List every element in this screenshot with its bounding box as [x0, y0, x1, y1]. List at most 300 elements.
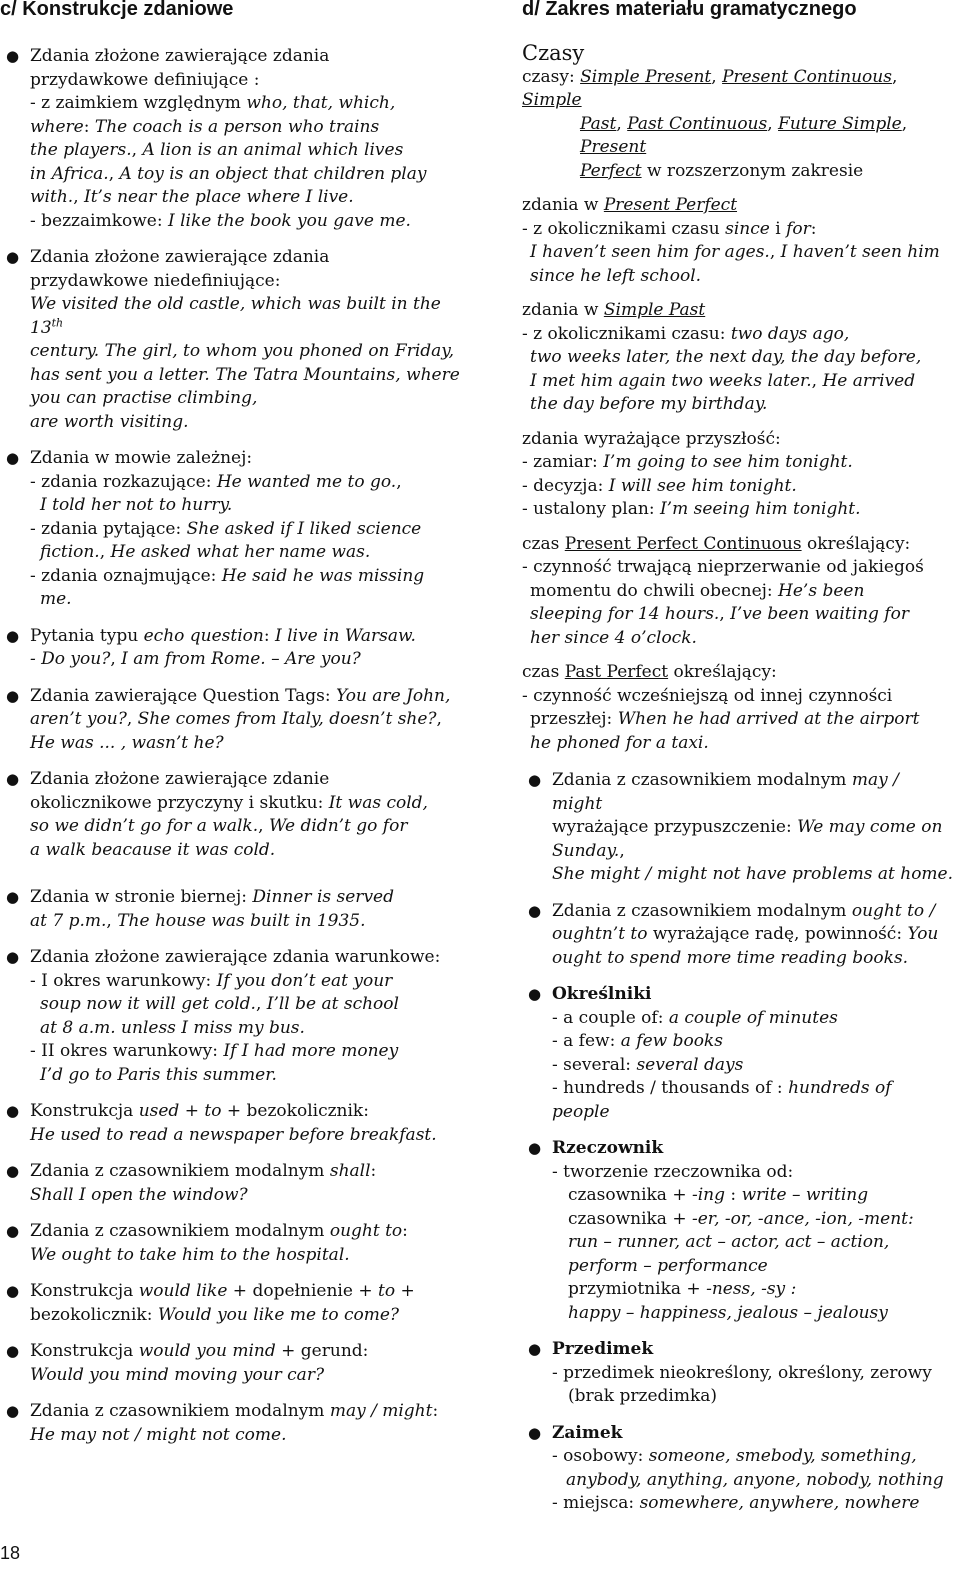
text-run: a couple of minutes [668, 1007, 838, 1028]
text-run: : [402, 1221, 408, 1241]
text-run: in Africa. [30, 163, 109, 184]
list-item [6, 768, 460, 862]
list-item [6, 1220, 460, 1267]
text-run: Konstrukcja [30, 1101, 139, 1121]
text-line [30, 518, 460, 542]
text-run: wyrażające przypuszczenie: [552, 817, 798, 837]
text-line [30, 648, 460, 672]
text-run: , [131, 140, 143, 160]
text-line: We visited the old castle, which was built in the 13th [30, 294, 441, 338]
text-line [552, 1278, 954, 1302]
text-run: - hundreds / thousands of : [552, 1078, 789, 1098]
text-run: You are John, [335, 685, 451, 706]
text-run: Future Simple [778, 113, 902, 134]
text-run: , [616, 113, 628, 134]
text-line: century. The girl, to whom you phoned on Friday, [30, 341, 455, 361]
list-item [528, 983, 954, 1124]
text-run: Sunday. [552, 840, 620, 861]
text-run: who, that, which, [246, 93, 396, 113]
text-line: Rzeczownik [552, 1138, 664, 1158]
bullet: ● [528, 771, 542, 789]
text-run: I met him again two weeks later. [530, 370, 812, 391]
text-run: - a couple of: [552, 1007, 669, 1028]
text-line [30, 1400, 460, 1424]
text-run: If I had more money [223, 1041, 399, 1061]
text-run: czasownika + [568, 1208, 692, 1229]
text-run: czasy: [522, 66, 581, 87]
simple-past-block [522, 299, 954, 417]
list-item [6, 1160, 460, 1207]
text-run: may / might [329, 1401, 433, 1421]
text-line: He used to read a newspaper before breakfast. [30, 1124, 437, 1145]
text-line: przydawkowe definiujące : [30, 69, 260, 90]
text-line: perform – performance [568, 1255, 768, 1276]
text-run: Perfect [580, 160, 642, 181]
text-run: , [619, 840, 625, 861]
text-line [30, 116, 460, 140]
text-line [30, 970, 460, 994]
text-line: are worth visiting. [30, 411, 189, 432]
text-run: , [811, 370, 823, 391]
text-run: czas [522, 533, 565, 554]
text-run: We visited the old castle, which was built in the 13 [30, 294, 441, 338]
list-item [528, 769, 954, 887]
text-run: - z okolicznikami czasu [522, 218, 726, 239]
text-run: -ing [692, 1185, 726, 1205]
text-run: , [719, 604, 731, 624]
text-line: I’d go to Paris this summer. [40, 1064, 277, 1085]
text-run: since [725, 218, 770, 239]
text-run: czas [522, 662, 565, 682]
text-run: okolicznikowe przyczyny i skutku: [30, 792, 329, 813]
text-run: You [907, 924, 939, 944]
text-run: : [263, 625, 275, 646]
text-line [30, 1220, 460, 1244]
text-line [552, 1208, 954, 1232]
text-line [522, 370, 954, 394]
text-run: Zdania zawierające Question Tags: [30, 685, 336, 706]
list-item [6, 685, 460, 756]
text-line: He was ... , wasn’t he? [30, 732, 224, 753]
text-line [552, 923, 954, 947]
bullet: ● [6, 1402, 20, 1420]
text-line [522, 451, 954, 475]
text-run: two days ago, [730, 323, 850, 344]
section-heading-left: c/ Konstrukcje zdaniowe [0, 0, 234, 20]
list-item [528, 1338, 954, 1409]
text-run: momentu do chwili obecnej: [530, 580, 779, 601]
text-line: a walk beacause it was cold. [30, 839, 276, 860]
text-line: - czynność wcześniejszą od innej czynności [522, 685, 893, 706]
text-line [552, 1007, 954, 1031]
text-line [522, 241, 954, 265]
bullet: ● [528, 985, 542, 1003]
text-run: to [204, 1101, 222, 1121]
text-line: has sent you a letter. The Tatra Mountains, where [30, 364, 460, 385]
text-run: , [901, 113, 908, 134]
text-line [522, 661, 954, 685]
text-run: to [377, 1281, 396, 1301]
bullet: ● [6, 770, 20, 788]
text-run: may / might [552, 770, 899, 814]
text-line [552, 900, 954, 924]
text-run: The coach is a person who trains [94, 116, 380, 137]
text-run: , [108, 163, 120, 184]
text-line [522, 323, 954, 347]
text-line [30, 1040, 460, 1064]
bullet: ● [6, 248, 20, 266]
text-run: , [891, 66, 898, 87]
text-run: a few books [620, 1031, 723, 1051]
text-run: , [99, 542, 111, 562]
text-line: Zaimek [552, 1422, 623, 1443]
text-run: Present Perfect [603, 195, 738, 215]
text-run: I will see him tonight. [608, 475, 797, 496]
text-run: hundreds of people [552, 1078, 892, 1122]
text-run: Past [580, 113, 617, 134]
list-item [528, 900, 954, 971]
text-line [30, 685, 460, 709]
list-item [6, 1340, 460, 1387]
text-run: - a few: [552, 1031, 621, 1051]
text-run: wyrażające radę, powinność: [647, 924, 908, 944]
text-run: określający: [668, 662, 777, 682]
text-run: oughtn’t to [552, 924, 648, 944]
text-run: shall [329, 1161, 371, 1181]
text-run: -ness, -sy : [706, 1279, 797, 1299]
text-line [30, 186, 460, 210]
bullet: ● [6, 1222, 20, 1240]
text-run: - several: [552, 1054, 637, 1075]
text-line [552, 816, 954, 840]
bullet: ● [6, 1102, 20, 1120]
bullet: ● [6, 686, 20, 705]
text-line [30, 92, 460, 116]
list-item [6, 45, 460, 233]
text-line [552, 1184, 954, 1208]
text-line [522, 66, 954, 113]
text-line: Zdania złożone zawierające zdania [30, 247, 330, 267]
text-run: I haven’t seen him for ages. [530, 242, 770, 262]
text-line [30, 1280, 460, 1304]
text-run: - osobowy: [552, 1446, 649, 1466]
text-run: : [432, 1401, 439, 1421]
text-run: Konstrukcja [30, 1341, 139, 1361]
text-run: : [810, 218, 817, 239]
text-line [552, 1492, 954, 1516]
text-run: : [725, 1185, 742, 1205]
list-item [6, 246, 460, 434]
text-line: Zdania złożone zawierające zdanie [30, 769, 330, 789]
tenses-block [522, 66, 954, 184]
list-item [528, 1422, 954, 1516]
text-line [552, 1077, 954, 1124]
text-line: She might / might not have problems at home. [552, 864, 954, 884]
text-line: przydawkowe niedefiniujące: [30, 270, 281, 291]
text-run: - bezzaimkowe: [30, 210, 168, 231]
text-run: , [711, 66, 723, 87]
bullet: ● [6, 888, 20, 906]
text-run: - zdania oznajmujące: [30, 565, 222, 586]
text-run: przymiotnika + [568, 1279, 707, 1299]
text-line [552, 840, 954, 864]
text-run: We didn’t go for [268, 816, 408, 836]
text-run: Zdania z czasownikiem modalnym [30, 1221, 330, 1241]
text-line [552, 769, 954, 816]
bullet: ● [6, 1282, 20, 1300]
text-line: anybody, anything, anyone, nobody, nothing [566, 1469, 944, 1490]
text-run: - I okres warunkowy: [30, 970, 217, 991]
text-run: I’m going to see him tonight. [603, 452, 853, 472]
text-run: bezokolicznik: [30, 1304, 158, 1325]
text-run: , [106, 910, 118, 931]
text-run: , [396, 471, 402, 492]
text-run: someone, smebody, something, [648, 1446, 917, 1466]
text-run: : [83, 116, 95, 137]
text-line: me. [40, 589, 72, 609]
text-run: , [769, 242, 781, 262]
text-run: - decyzja: [522, 475, 609, 496]
text-run: + bezokolicznik: [221, 1101, 369, 1121]
text-run: When he had arrived at the airport [617, 709, 920, 729]
text-run: ought to / [851, 900, 936, 921]
text-line: - przedimek nieokreślony, określony, zerowy [552, 1362, 932, 1383]
bullet: ● [6, 1342, 20, 1360]
text-run: Past Continuous [627, 113, 768, 134]
text-run: Pytania typu [30, 625, 144, 646]
list-item [6, 886, 460, 933]
text-run: I haven’t seen him [780, 242, 940, 262]
text-line [30, 910, 460, 934]
text-run: - ustalony plan: [522, 499, 660, 519]
text-run: , [767, 113, 779, 134]
text-line: Shall I open the window? [30, 1184, 248, 1205]
text-line: happy – happiness, jealous – jealousy [568, 1302, 888, 1323]
text-run: He wanted me to go. [216, 471, 397, 492]
text-line: Zdania w mowie zależnej: [30, 448, 253, 468]
list-item [6, 625, 460, 672]
list-item [6, 946, 460, 1087]
text-line: he phoned for a taxi. [530, 732, 709, 753]
text-run: i [769, 218, 787, 239]
bullet: ● [528, 901, 542, 920]
text-run: aren’t you? [30, 709, 127, 729]
text-run: Zdania z czasownikiem modalnym [552, 900, 852, 921]
text-run: write – writing [741, 1185, 869, 1205]
text-line: run – runner, act – actor, act – action, [568, 1232, 890, 1252]
text-run: at 7 p.m. [30, 910, 107, 931]
text-run: czasownika + [568, 1185, 692, 1205]
text-run: She asked if I liked science [186, 518, 422, 539]
text-run: It was cold, [328, 792, 428, 813]
text-run: Present Continuous [722, 66, 892, 87]
text-run: Simple Present [580, 66, 712, 87]
text-run: Simple Past [603, 300, 706, 320]
text-run: I like the book you gave me. [167, 210, 411, 231]
text-line: you can practise climbing, [30, 388, 258, 408]
text-run: Would you like me to come? [157, 1304, 400, 1325]
text-run: He said he was missing [221, 565, 425, 586]
text-run: I’ve been waiting for [730, 604, 909, 624]
text-run: soup now it will get cold. [40, 994, 256, 1014]
text-run: w rozszerzonym zakresie [641, 160, 864, 181]
text-run: - z okolicznikami czasu: [522, 323, 731, 344]
text-line: He may not / might not come. [30, 1424, 287, 1445]
list-item [6, 1400, 460, 1447]
bullet: ● [528, 1340, 542, 1358]
text-run: , [126, 709, 138, 729]
text-run: Present Perfect Continuous [564, 533, 802, 554]
text-run: Dinner is served [252, 887, 394, 907]
text-line: her since 4 o’clock. [530, 627, 697, 648]
bullet: ● [528, 1139, 542, 1157]
text-run: Zdania z czasownikiem modalnym [552, 770, 852, 790]
list-item [6, 447, 460, 612]
text-run: A lion is an animal which lives [142, 140, 404, 160]
text-line: Would you mind moving your car? [30, 1364, 325, 1385]
section-heading-right: d/ Zakres materiału gramatycznego [522, 0, 857, 20]
text-line: ought to spend more time reading books. [552, 947, 909, 968]
text-line [30, 1160, 460, 1184]
text-line [30, 471, 460, 495]
text-line [30, 1340, 460, 1364]
text-run: Zdania w stronie biernej: [30, 887, 253, 907]
text-line [30, 1304, 460, 1328]
text-run: She comes from Italy, doesn’t she? [137, 709, 437, 729]
text-run: with. [30, 187, 74, 207]
text-line: - czynność trwającą nieprzerwanie od jakiegoś [522, 557, 924, 577]
text-line: I told her not to hurry. [40, 495, 233, 515]
text-run: zdania w [522, 300, 604, 320]
text-run: He arrived [822, 370, 916, 391]
text-line: Zdania złożone zawierające zdania [30, 46, 330, 66]
text-run: zdania w [522, 195, 604, 215]
text-run: - zdania rozkazujące: [30, 471, 217, 492]
text-run: Present [580, 137, 647, 157]
text-run: + dopełnienie + [227, 1281, 378, 1301]
text-line [30, 815, 460, 839]
text-run: - z zaimkiem względnym [30, 93, 247, 113]
future-block [522, 428, 954, 522]
text-line [30, 163, 460, 187]
text-line [522, 299, 954, 323]
text-run: , [73, 187, 84, 207]
bullet: ● [6, 1162, 20, 1180]
text-line [522, 708, 954, 732]
text-run: We may come on [797, 817, 943, 837]
text-line [30, 565, 460, 589]
text-run: I live in Warsaw. [275, 625, 416, 646]
text-run: so we didn’t go for a walk. [30, 816, 259, 836]
text-line: at 8 a.m. unless I miss my bus. [40, 1017, 305, 1038]
text-line [522, 603, 954, 627]
text-line [30, 541, 460, 565]
text-line [30, 210, 460, 234]
bullet: ● [6, 449, 20, 467]
right-column [522, 42, 954, 1516]
text-run: fiction. [40, 542, 100, 562]
text-line: - tworzenie rzeczownika od: [552, 1161, 794, 1182]
text-line: Określniki [552, 984, 652, 1004]
text-run: He asked what her name was. [110, 542, 371, 562]
text-line [522, 475, 954, 499]
page-number: 18 [0, 1543, 21, 1563]
text-run: the players. [30, 140, 132, 160]
text-line [522, 194, 954, 218]
bullet: ● [6, 47, 20, 65]
text-run: Past Perfect [564, 662, 669, 682]
text-run: for [786, 218, 811, 239]
text-run: - Do you? [30, 649, 111, 669]
text-line [30, 792, 460, 816]
list-item [6, 1100, 460, 1147]
present-perfect-continuous-block [522, 533, 954, 651]
present-perfect-block [522, 194, 954, 288]
bullet: ● [528, 1423, 542, 1442]
text-run: - zamiar: [522, 452, 604, 472]
text-run: somewhere, anywhere, nowhere [639, 1493, 920, 1513]
text-line [552, 1445, 954, 1469]
text-run: If you don’t eat your [216, 970, 393, 991]
text-run: przeszłej: [530, 709, 618, 729]
past-perfect-block [522, 661, 954, 755]
text-line: the day before my birthday. [530, 394, 768, 414]
text-run: , [110, 649, 122, 669]
text-line [552, 1054, 954, 1078]
text-run: : [370, 1161, 377, 1181]
text-line [552, 1030, 954, 1054]
text-line [522, 113, 954, 160]
text-run: Zdania z czasownikiem modalnym [30, 1401, 330, 1421]
text-run: I am from Rome. – Are you? [121, 649, 361, 669]
text-run: + [179, 1101, 205, 1121]
text-line: We ought to take him to the hospital. [30, 1244, 350, 1265]
text-run: - miejsca: [552, 1493, 640, 1513]
text-run: would like [138, 1281, 228, 1301]
text-line [30, 886, 460, 910]
text-run: Zdania z czasownikiem modalnym [30, 1161, 330, 1181]
text-line [30, 1100, 460, 1124]
bullet: ● [6, 626, 20, 645]
text-run: several days [636, 1054, 744, 1075]
text-run: określający: [801, 533, 911, 554]
text-run: used [138, 1101, 180, 1121]
text-line [30, 139, 460, 163]
text-line [30, 708, 460, 732]
text-line: since he left school. [530, 265, 702, 286]
text-run: Konstrukcja [30, 1281, 139, 1301]
text-line: Przedimek [552, 1339, 654, 1359]
bullet: ● [6, 948, 20, 966]
text-run: I’ll be at school [266, 994, 399, 1014]
text-run: , [258, 816, 269, 836]
text-run: - II okres warunkowy: [30, 1041, 224, 1061]
left-column [6, 45, 460, 1447]
text-line [522, 580, 954, 604]
text-line: two weeks later, the next day, the day before, [530, 347, 922, 367]
text-line: (brak przedimka) [568, 1386, 718, 1406]
text-line [30, 993, 460, 1017]
text-run: echo question [143, 625, 264, 646]
text-run: + gerund: [275, 1341, 369, 1361]
text-run: I’m seeing him tonight. [659, 499, 861, 519]
text-line [522, 533, 954, 557]
text-line [522, 160, 954, 184]
text-run: where [30, 116, 84, 137]
text-run: would you mind [138, 1341, 276, 1361]
list-item [528, 1137, 954, 1325]
text-run: + [395, 1281, 415, 1301]
